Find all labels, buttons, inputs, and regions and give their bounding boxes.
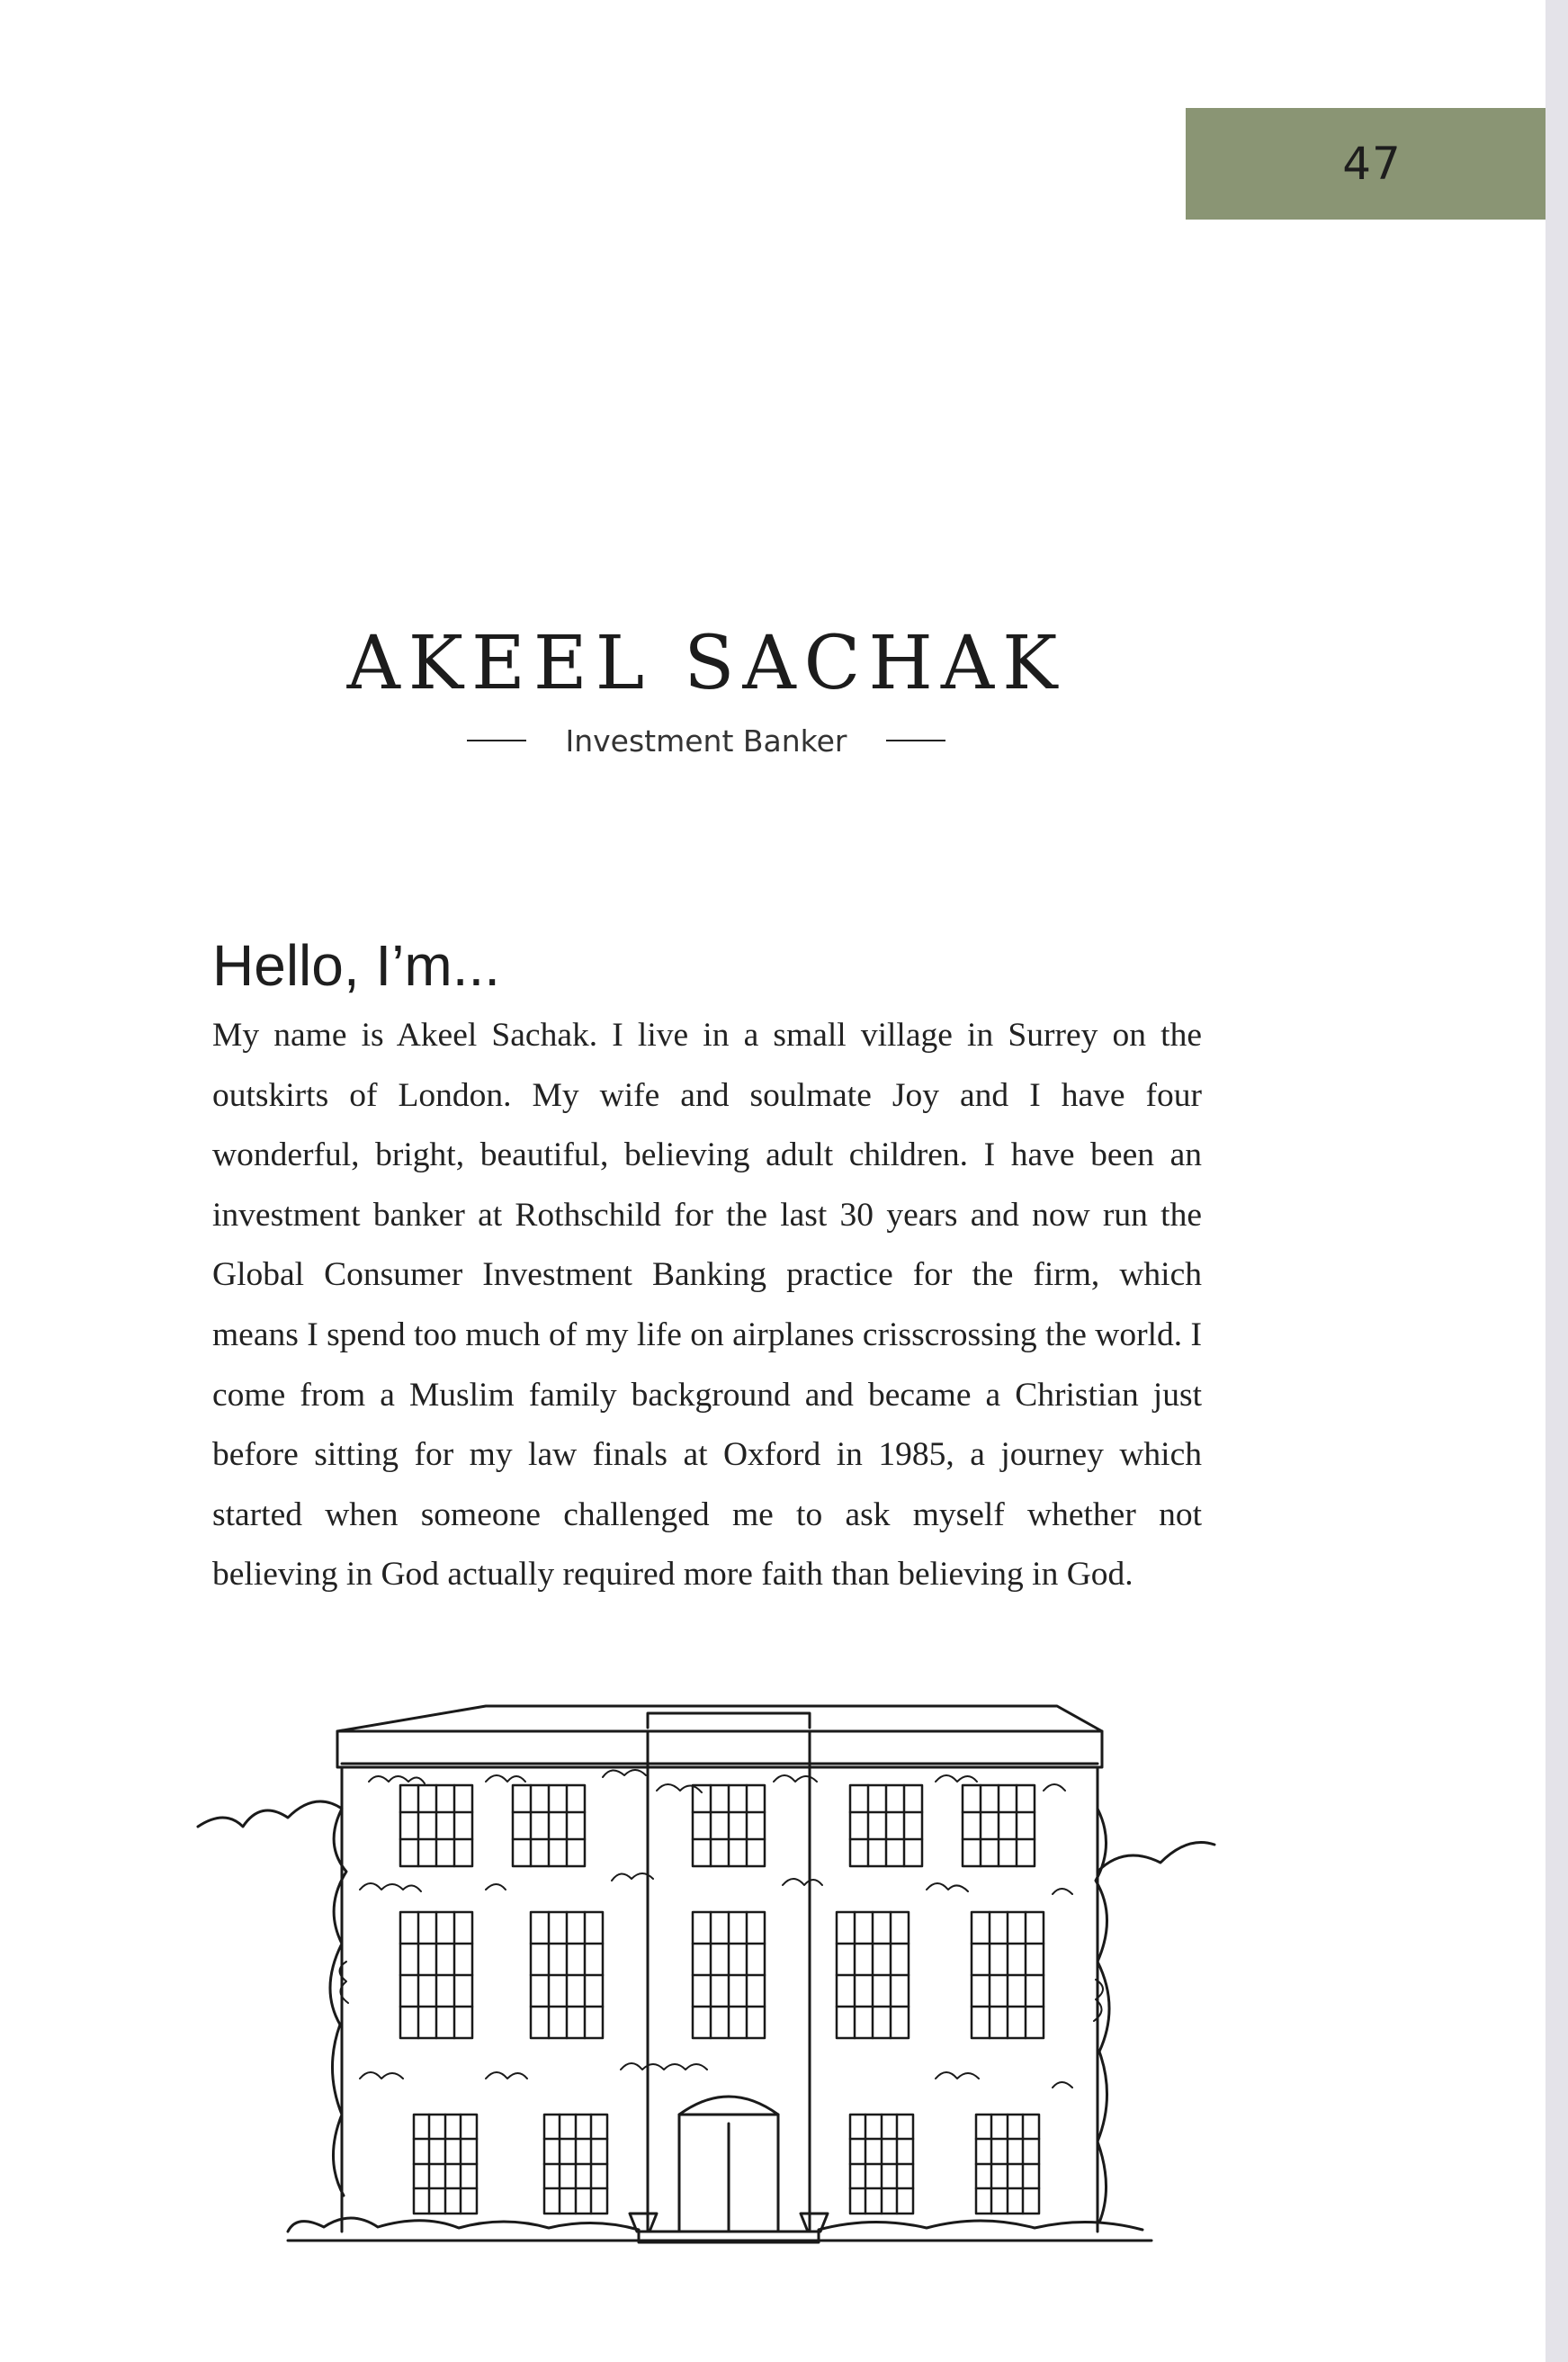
- role-subtitle: Investment Banker: [565, 723, 847, 759]
- left-rule-divider: [467, 740, 526, 741]
- right-rule-divider: [886, 740, 945, 741]
- body-paragraph: My name is Akeel Sachak. I live in a small village in Surrey on the outskirts of London. My wife and soulmate Joy and I have four wonderful, bright, beautiful, believing adult children. I have been an investment banker at Rothschild for the last 30 years and now run the Global Consumer Investment Banking practice for the firm, which means I spend too much of my life on airplanes crisscrossing the world. I come from a Muslim family background and became a Christian just before sitting for my law finals at Oxford in 1985, a journey which started when someone challenged me to ask myself whether not believing in God actually required more faith than believing in God.: [212, 1017, 1202, 1594]
- person-name-title: AKEEL SACHAK: [346, 621, 1066, 706]
- page-edge-strip: [1546, 0, 1568, 2362]
- house-illustration: [189, 1692, 1223, 2322]
- page-number: 47: [1342, 138, 1402, 190]
- role-subtitle-row: [0, 720, 1412, 761]
- page-number-tab: [1186, 108, 1546, 220]
- section-heading: Hello, I’m...: [212, 933, 501, 998]
